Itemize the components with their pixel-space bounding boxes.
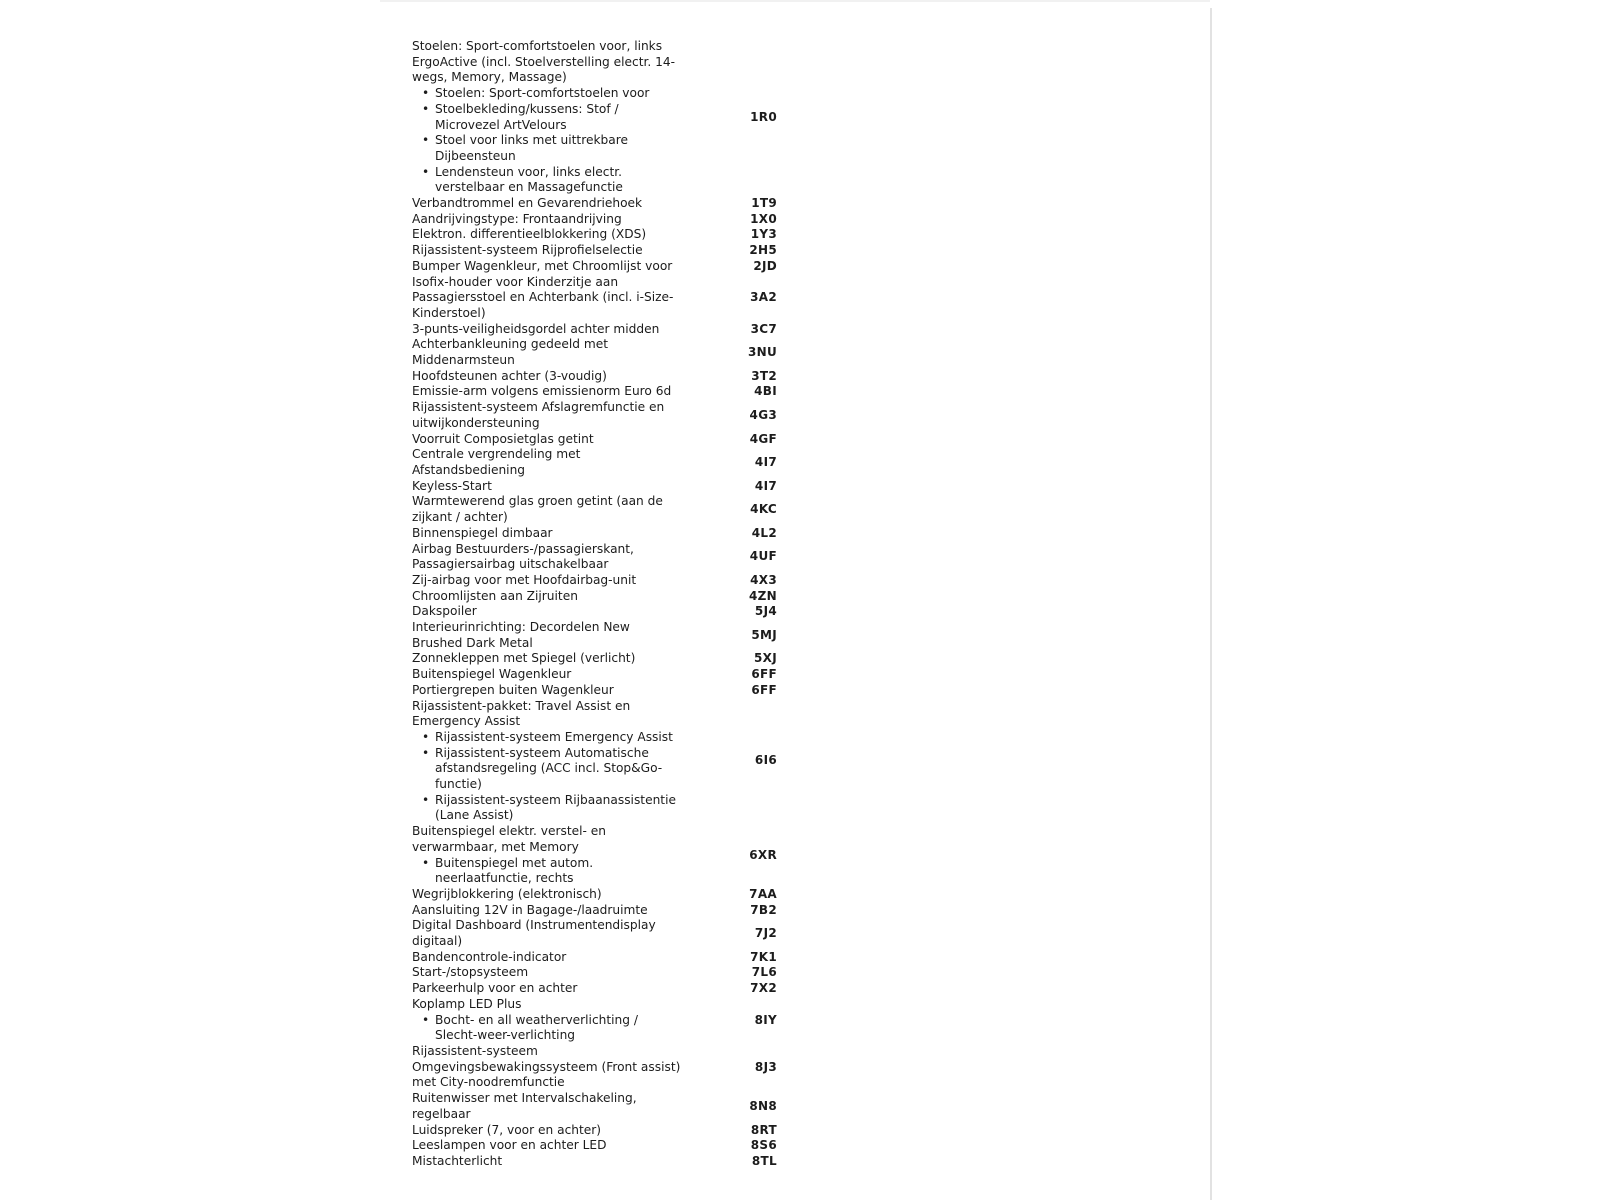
option-row	[412, 887, 792, 903]
option-row	[412, 39, 792, 196]
option-description: Isofix-houder voor Kinderzitje aan Passagiersstoel en Achterbank (incl. i-Size-Kinderstoel)	[412, 274, 674, 320]
option-row	[412, 196, 792, 212]
option-code: 1X0	[750, 211, 777, 226]
option-sub-item: • Stoel voor links met uittrekbare Dijbeensteun	[412, 133, 683, 164]
scan-edge-top	[380, 0, 1210, 2]
option-sub-item: • Buitenspiegel met autom. neerlaatfunctie, rechts	[412, 856, 683, 887]
option-row	[412, 824, 792, 887]
option-code: 3NU	[747, 345, 777, 360]
option-description: Interieurinrichting: Decordelen New Brushed Dark Metal	[412, 620, 630, 650]
option-description: Rijassistent-pakket: Travel Assist en Emergency Assist	[412, 698, 631, 729]
option-description-block	[412, 227, 683, 243]
option-description: Keyless-Start	[412, 478, 492, 493]
option-code: 4X3	[750, 572, 777, 587]
option-description-block	[412, 39, 683, 196]
option-code: 8RT	[750, 1122, 777, 1137]
option-description: Rijassistent-systeem Omgevingsbewakingssysteem (Front assist) met City-noodremfunctie	[412, 1044, 681, 1090]
option-code: 5XJ	[754, 651, 777, 666]
option-code: 4BI	[754, 384, 777, 399]
option-description: Start-/stopsysteem	[412, 965, 529, 980]
option-code: 6XR	[749, 847, 777, 862]
option-description: Warmtewerend glas groen getint (aan de zijkant / achter)	[412, 494, 663, 525]
option-row	[412, 259, 792, 275]
option-row	[412, 573, 792, 589]
option-code: 4G3	[749, 408, 777, 423]
options-list	[412, 39, 792, 1170]
option-code: 7L6	[751, 965, 777, 980]
option-row	[412, 494, 792, 525]
option-description: Bandencontrole-indicator	[412, 949, 567, 964]
option-description-block	[412, 903, 683, 919]
option-code: 3C7	[750, 321, 777, 336]
option-row	[412, 542, 792, 573]
option-row	[412, 322, 792, 338]
option-description: Parkeerhulp voor en achter	[412, 981, 578, 996]
option-row	[412, 243, 792, 259]
option-code: 6I6	[754, 753, 777, 768]
option-description: Binnenspiegel dimbaar	[412, 525, 553, 540]
option-code: 4GF	[749, 431, 777, 446]
option-code: 3A2	[750, 290, 777, 305]
option-description: Luidspreker (7, voor en achter)	[412, 1122, 602, 1137]
option-description: Zonnekleppen met Spiegel (verlicht)	[412, 651, 636, 666]
option-code: 5MJ	[751, 627, 777, 642]
option-description-block	[412, 981, 683, 997]
option-description-block	[412, 196, 683, 212]
option-description: Digital Dashboard (Instrumentendisplay digitaal)	[412, 918, 656, 949]
option-row	[412, 981, 792, 997]
option-description: Emissie-arm volgens emissienorm Euro 6d	[412, 384, 672, 399]
option-description: Stoelen: Sport-comfortstoelen voor, links ErgoActive (incl. Stoelverstelling electr. 14-wegs, Memory, Massage)	[412, 39, 676, 85]
option-description: Mistachterlicht	[412, 1153, 503, 1168]
option-sub-list	[412, 730, 683, 824]
option-description: Buitenspiegel Wagenkleur	[412, 667, 572, 682]
option-row	[412, 604, 792, 620]
option-description-block	[412, 887, 683, 903]
option-code: 8S6	[750, 1138, 777, 1153]
option-code: 6FF	[751, 682, 777, 697]
option-description-block	[412, 997, 683, 1044]
option-code: 4L2	[751, 525, 777, 540]
option-description: Chroomlijsten aan Zijruiten	[412, 588, 578, 603]
option-description: Wegrijblokkering (elektronisch)	[412, 886, 602, 901]
option-description-block	[412, 526, 683, 542]
option-row	[412, 918, 792, 949]
option-description-block	[412, 275, 683, 322]
option-row	[412, 1091, 792, 1122]
option-code: 4ZN	[749, 588, 777, 603]
option-code: 5J4	[754, 604, 777, 619]
option-description: Aandrijvingstype: Frontaandrijving	[412, 211, 622, 226]
option-sub-item: • Rijassistent-systeem Rijbaanassistentie (Lane Assist)	[412, 793, 683, 824]
option-row	[412, 1044, 792, 1091]
option-row	[412, 275, 792, 322]
option-description-block	[412, 369, 683, 385]
option-description-block	[412, 432, 683, 448]
option-row	[412, 903, 792, 919]
option-description-block	[412, 699, 683, 825]
option-description: Hoofdsteunen achter (3-voudig)	[412, 368, 607, 383]
option-code: 4UF	[749, 549, 777, 564]
option-description-block	[412, 212, 683, 228]
option-description: Elektron. differentieelblokkering (XDS)	[412, 227, 647, 242]
option-description-block	[412, 604, 683, 620]
option-description-block	[412, 243, 683, 259]
option-description-block	[412, 918, 683, 949]
option-description-block	[412, 573, 683, 589]
option-description-block	[412, 259, 683, 275]
option-row	[412, 212, 792, 228]
option-description-block	[412, 651, 683, 667]
option-row	[412, 384, 792, 400]
option-row	[412, 1138, 792, 1154]
option-description-block	[412, 824, 683, 887]
option-row	[412, 651, 792, 667]
option-row	[412, 447, 792, 478]
option-row	[412, 683, 792, 699]
option-description: Ruitenwisser met Intervalschakeling, regelbaar	[412, 1091, 637, 1121]
option-description-block	[412, 1138, 683, 1154]
option-sub-item: • Rijassistent-systeem Emergency Assist	[412, 730, 683, 746]
option-description-block	[412, 1044, 683, 1091]
option-sub-item: • Rijassistent-systeem Automatische afstandsregeling (ACC incl. Stop&Go-functie)	[412, 746, 683, 793]
option-row	[412, 227, 792, 243]
option-description: Dakspoiler	[412, 604, 477, 619]
option-description-block	[412, 667, 683, 683]
option-code: 2JD	[753, 258, 777, 273]
option-code: 8TL	[751, 1153, 777, 1168]
option-description: Buitenspiegel elektr. verstel- en verwarmbaar, met Memory	[412, 824, 607, 854]
option-row	[412, 400, 792, 431]
option-row	[412, 699, 792, 825]
option-description: Bumper Wagenkleur, met Chroomlijst voor	[412, 258, 673, 273]
option-description: 3-punts-veiligheidsgordel achter midden	[412, 321, 660, 336]
option-description: Zij-airbag voor met Hoofdairbag-unit	[412, 572, 637, 587]
option-description-block	[412, 447, 683, 478]
option-code: 8N8	[749, 1098, 777, 1113]
option-row	[412, 620, 792, 651]
option-description-block	[412, 400, 683, 431]
option-description-block	[412, 479, 683, 495]
option-description-block	[412, 384, 683, 400]
option-code: 7AA	[749, 886, 777, 901]
option-description: Airbag Bestuurders-/passagierskant, Passagiersairbag uitschakelbaar	[412, 541, 634, 572]
option-row	[412, 950, 792, 966]
option-sub-list	[412, 856, 683, 887]
option-description-block	[412, 950, 683, 966]
option-description-block	[412, 1091, 683, 1122]
option-code: 7K1	[750, 949, 777, 964]
option-code: 3T2	[751, 368, 777, 383]
option-row	[412, 369, 792, 385]
option-code: 1Y3	[750, 227, 777, 242]
option-row	[412, 1154, 792, 1170]
option-code: 1T9	[751, 196, 777, 211]
option-description: Aansluiting 12V in Bagage-/laadruimte	[412, 902, 648, 917]
option-code: 4I7	[754, 478, 777, 493]
option-sub-item: • Stoelen: Sport-comfortstoelen voor	[412, 86, 683, 102]
option-code: 7J2	[754, 926, 777, 941]
scan-edge-right	[1210, 8, 1212, 1200]
option-code: 4KC	[750, 502, 777, 517]
option-description: Voorruit Composietglas getint	[412, 431, 594, 446]
option-row	[412, 432, 792, 448]
option-description: Koplamp LED Plus	[412, 996, 522, 1011]
option-sub-list	[412, 1013, 683, 1044]
option-sub-item: • Bocht- en all weatherverlichting / Slecht-weer-verlichting	[412, 1013, 683, 1044]
option-description-block	[412, 337, 683, 368]
option-row	[412, 526, 792, 542]
option-description-block	[412, 1123, 683, 1139]
option-row	[412, 965, 792, 981]
option-code: 6FF	[751, 667, 777, 682]
option-description: Achterbankleuning gedeeld met Middenarmsteun	[412, 337, 608, 368]
option-description: Rijassistent-systeem Afslagremfunctie en uitwijkondersteuning	[412, 400, 665, 430]
option-description-block	[412, 683, 683, 699]
option-row	[412, 1123, 792, 1139]
option-row	[412, 337, 792, 368]
option-code: 1R0	[750, 109, 777, 124]
option-description-block	[412, 620, 683, 651]
option-description: Portiergrepen buiten Wagenkleur	[412, 682, 614, 697]
option-sub-item: • Stoelbekleding/kussens: Stof / Microvezel ArtVelours	[412, 102, 683, 133]
option-row	[412, 479, 792, 495]
option-description-block	[412, 322, 683, 338]
option-sub-item: • Lendensteun voor, links electr. verstelbaar en Massagefunctie	[412, 165, 683, 196]
option-description: Centrale vergrendeling met Afstandsbediening	[412, 447, 581, 477]
option-description-block	[412, 965, 683, 981]
option-sub-list	[412, 86, 683, 196]
option-description: Leeslampen voor en achter LED	[412, 1138, 607, 1153]
option-row	[412, 667, 792, 683]
option-code: 4I7	[754, 455, 777, 470]
option-row	[412, 997, 792, 1044]
option-description-block	[412, 494, 683, 525]
option-code: 8J3	[754, 1059, 777, 1074]
option-code: 7X2	[750, 981, 777, 996]
option-description-block	[412, 589, 683, 605]
option-description: Rijassistent-systeem Rijprofielselectie	[412, 243, 643, 258]
option-code: 7B2	[750, 902, 777, 917]
option-description-block	[412, 542, 683, 573]
option-code: 8IY	[754, 1012, 777, 1027]
option-description-block	[412, 1154, 683, 1170]
option-row	[412, 589, 792, 605]
option-code: 2H5	[749, 243, 777, 258]
option-description: Verbandtrommel en Gevarendriehoek	[412, 196, 643, 211]
